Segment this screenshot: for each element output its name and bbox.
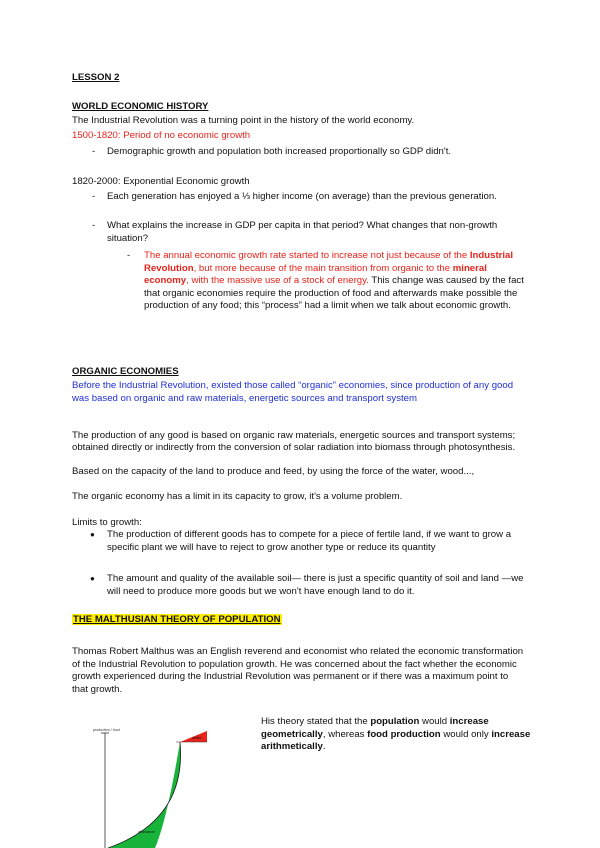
sub-point-text-f: This change was caused by the fact that organic economies require the production of food and afterwards make possible the production of any food; this “process” had a limit when we talk about economic growth. [144,275,524,311]
dash-marker: - [92,146,96,157]
bullet-marker: ● [90,530,95,539]
world-economic-history-heading: WORLD ECONOMIC HISTORY [72,101,209,112]
malthus-theory-statement [261,716,531,754]
organic-economies-heading: ORGANIC ECONOMIES [72,366,179,377]
sub-point-text-c: , but more because of the main transition from organic to the [193,262,453,274]
theory-text-e: , whereas [322,728,368,740]
period-1500-1820: 1500-1820: Period of no economic growth [72,130,251,141]
world-intro: The Industrial Revolution was a turning point in the history of the world economy. [72,115,415,126]
organic-economies-intro: Before the Industrial Revolution, existed those called “organic” economies, since production of any good was based on organic and raw materials, energetic sources and transport system [72,380,514,404]
increase-geometrically-term: increase geometrically [261,716,489,740]
limit-item-2: The amount and quality of the available soil— there is just a specific quantity of soil and land —we will need to produce more goods but we won't have enough land to do it. [107,573,524,597]
dash-marker: - [127,250,131,261]
limits-label: Limits to growth: [72,517,142,528]
axis-label: production / food [93,728,120,732]
period2-point-2: What explains the increase in GDP per capita in that period? What changes that non-growth situation? [107,220,498,244]
surplus-label: abundance [138,830,155,834]
organic-to-mineral-point [144,250,528,313]
sub-point-text-a: The annual economic growth rate started to increase not just because of the [144,250,470,261]
organic-para-1: The production of any good is based on organic raw materials, energetic sources and transport systems; obtained directly or indirectly from the conversion of solar radiation into biomass through photosynthesis. [72,430,516,453]
limit-item-1: The production of different goods has to compete for a piece of fertile land, if we want to grow a specific plant we will have to reject to grow another type or reduce its quantity [107,529,512,553]
dash-marker: - [92,191,96,202]
population-term: population [370,716,420,727]
dash-marker: - [92,220,96,231]
organic-para-3: The organic economy has a limit in its capacity to grow, it's a volume problem. [72,491,403,502]
theory-text-c: would [419,716,450,727]
lesson-title: LESSON 2 [72,72,120,83]
theory-text-a: His theory stated that the [261,716,371,727]
theory-text-i: . [322,741,326,752]
organic-para-2: Based on the capacity of the land to produce and feed, by using the force of the water, wood..., [72,466,475,477]
period1-point: Demographic growth and population both increased proportionally so GDP didn't. [107,146,452,157]
sub-point-text-e: , with the massive use of a stock of energy. [186,275,369,286]
mineral-economy-term: mineral economy [144,262,487,286]
malthus-heading-wrap [72,614,282,627]
food-production-term: food production [367,728,441,740]
theory-text-g: would only [440,728,492,740]
increase-arithmetically-term: increase arithmetically [261,728,531,752]
industrial-revolution-term: Industrial Revolution [144,250,514,274]
malthusian-theory-heading: THE MALTHUSIAN THEORY OF POPULATION [73,614,281,625]
period2-point-1: Each generation has enjoyed a ⅓ higher income (on average) than the previous generation. [107,191,497,202]
deficit-label: deficit [192,736,201,740]
malthus-paragraph: Thomas Robert Malthus was an English reverend and economist who related the economic transformation of the Industrial Revolution to population growth. He was concerned about the fact whether the economic growth experienced during the Industrial Revolution was permanent or if there was a maximum point to that growth. [72,646,524,695]
period-1820-2000: 1820-2000: Exponential Economic growth [72,176,250,187]
malthusian-diagram [75,725,225,848]
bullet-marker: ● [90,574,95,583]
